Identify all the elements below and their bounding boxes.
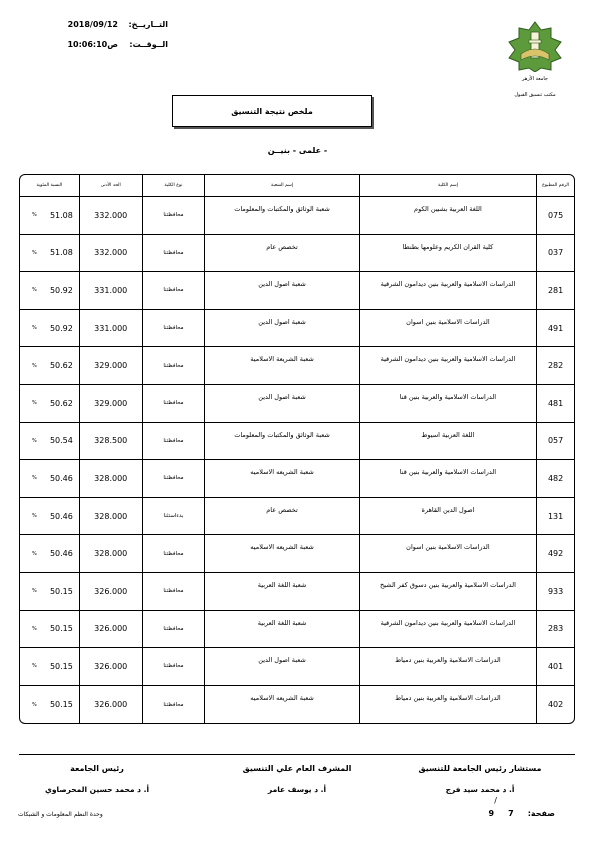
cell-code: 401 [536,648,574,685]
report-subtitle: - علمى - بنيــن [267,146,328,155]
cell-min: 332.000 [79,197,142,234]
university-logo-icon [505,20,565,72]
table-row [20,460,574,498]
table-row [20,498,574,536]
cell-pct [20,272,79,309]
cell-type: محافظتنا [142,235,205,272]
cell-branch: شعبة الشريعه الاسلاميه [204,460,358,497]
col-college: إسم الكلية [359,175,536,196]
cell-pct [20,197,79,234]
page-current: 7 [508,809,514,818]
pct-sign: % [32,400,37,407]
cell-college: اصول الدين القاهرة [359,498,536,535]
cell-branch: شعبة الشريعة الاسلامية [204,347,358,384]
pct-value: 50.15 [49,586,73,596]
office-name: مكتب تنسيق القبول [514,92,556,98]
pct-sign: % [32,212,37,219]
cell-college: الدراسات الاسلامية والعربية بنين دمياط [359,648,536,685]
cell-type: محافظتنا [142,310,205,347]
table-body [20,197,574,723]
cell-type: محافظتنا [142,272,205,309]
signature-advisor [405,764,555,794]
cell-college: الدراسات الاسلامية والعربية بنين ديدامون الشرقية [359,272,536,309]
cell-branch: شعبة اصول الدين [204,272,358,309]
cell-branch: شعبة اللغة العربية [204,573,358,610]
cell-pct [20,235,79,272]
pct-value: 50.92 [49,323,73,333]
pct-value: 51.08 [49,210,73,220]
cell-pct [20,460,79,497]
pct-sign: % [32,550,37,557]
pct-sign: % [32,701,37,708]
cell-min: 326.000 [79,648,142,685]
page-number [488,796,555,818]
cell-branch: شعبة الشريعه الاسلاميه [204,535,358,572]
footer-divider [19,754,575,755]
col-type: نوع الكلية [142,175,205,196]
cell-pct [20,648,79,685]
cell-type: محافظتنا [142,197,205,234]
cell-min: 329.000 [79,347,142,384]
col-pct: النسبة المئوية [36,183,63,188]
cell-college: الدراسات الاسلامية بنين اسوان [359,535,536,572]
cell-code: 057 [536,423,574,460]
table-row [20,648,574,686]
cell-college: الدراسات الاسلامية والعربية بنين دسوق كفر الشيخ [359,573,536,610]
cell-type: بدءاستثنا [142,498,205,535]
results-table [19,174,575,724]
cell-type: محافظتنا [142,573,205,610]
page-total: 9 [488,809,495,818]
cell-type: محافظتنا [142,385,205,422]
pct-value: 50.92 [49,285,73,295]
cell-code: 281 [536,272,574,309]
cell-min: 331.000 [79,272,142,309]
pct-sign: % [32,437,37,444]
table-row [20,573,574,611]
cell-pct [20,573,79,610]
time-value: ص10:06:10 [67,39,118,49]
cell-branch: شعبة اللغة العربية [204,611,358,648]
president-title: رئيس الجامعة [70,764,124,773]
pct-value: 50.54 [49,436,73,446]
cell-pct [20,686,79,724]
cell-min: 326.000 [79,573,142,610]
supervisor-name: أ. د يوسف عامر [267,785,327,794]
cell-college: الدراسات الاسلامية والعربية بنين ديدامون الشرقية [359,347,536,384]
advisor-title: مستشار رئيس الجامعة للتنسيق [418,764,542,773]
cell-college: الدراسات الاسلامية والعربية بنين ديدامون الشرقية [359,611,536,648]
table-row [20,347,574,385]
pct-sign: % [32,475,37,482]
cell-college: الدراسات الاسلامية والعربية بنين قنا [359,460,536,497]
cell-min: 328.500 [79,423,142,460]
cell-branch: شعبة الشريعه الاسلاميه [204,686,358,724]
cell-college: الدراسات الاسلامية بنين اسوان [359,310,536,347]
cell-pct [20,347,79,384]
table-row [20,535,574,573]
cell-branch: شعبة الوثائق والمكتبات والمعلومات [204,423,358,460]
cell-code: 131 [536,498,574,535]
pct-sign: % [32,625,37,632]
page-slash: / [494,796,497,805]
cell-code: 402 [536,686,574,724]
pct-value: 51.08 [49,248,73,258]
table-row [20,423,574,461]
supervisor-title: المشرف العام علي التنسيق [242,764,352,773]
table-row [20,197,574,235]
cell-code: 491 [536,310,574,347]
pct-value: 50.15 [49,661,73,671]
col-code: الرقم المطبوع [536,175,574,196]
cell-pct [20,423,79,460]
signature-supervisor [222,764,372,794]
cell-min: 328.000 [79,498,142,535]
cell-pct [20,498,79,535]
cell-code: 282 [536,347,574,384]
cell-type: محافظتنا [142,423,205,460]
page-label: صفحة: [527,809,555,818]
cell-code: 492 [536,535,574,572]
pct-value: 50.62 [49,361,73,371]
cell-branch: شعبة اصول الدين [204,648,358,685]
cell-code: 482 [536,460,574,497]
university-name: جامعة الأزهر [521,76,549,82]
cell-min: 326.000 [79,611,142,648]
cell-min: 329.000 [79,385,142,422]
signature-president [22,764,172,794]
cell-type: محافظتنا [142,648,205,685]
cell-college: كلية القران الكريم وعلومها بطنطا [359,235,536,272]
cell-type: محافظتنا [142,535,205,572]
col-branch: إسم الشعبة [204,175,358,196]
cell-code: 075 [536,197,574,234]
cell-type: محافظتنا [142,686,205,724]
pct-value: 50.46 [49,511,73,521]
table-row [20,235,574,273]
table-row [20,686,574,724]
cell-code: 283 [536,611,574,648]
cell-college: اللغة العربية اسيوط [359,423,536,460]
pct-value: 50.46 [49,549,73,559]
unit-name: وحدة النظم المعلومات و الشبكات [18,811,103,818]
cell-pct [20,611,79,648]
table-header [20,175,574,197]
cell-pct [20,535,79,572]
cell-min: 328.000 [79,460,142,497]
report-title: ملخص نتيجة التنسيق [172,95,372,127]
col-min: الحد الأدنى [79,175,142,196]
pct-sign: % [32,325,37,332]
cell-min: 332.000 [79,235,142,272]
table-row [20,310,574,348]
cell-min: 328.000 [79,535,142,572]
pct-sign: % [32,362,37,369]
president-name: أ. د محمد حسين المحرصاوي [44,785,150,794]
time-label: الــوقــت: [129,39,168,49]
date-value: 2018/09/12 [67,19,118,29]
cell-min: 326.000 [79,686,142,724]
cell-branch: تخصص عام [204,498,358,535]
pct-value: 50.62 [49,398,73,408]
cell-branch: شعبة اصول الدين [204,385,358,422]
pct-value: 50.15 [49,624,73,634]
cell-branch: تخصص عام [204,235,358,272]
pct-sign: % [32,287,37,294]
cell-college: الدراسات الاسلامية والعربية بنين قنا [359,385,536,422]
date-label: التــاريــخ: [128,19,168,29]
cell-code: 933 [536,573,574,610]
cell-pct [20,310,79,347]
advisor-name: أ. د محمد سيد فرج [445,785,515,794]
pct-sign: % [32,249,37,256]
cell-college: الدراسات الاسلامية والعربية بنين دمياط [359,686,536,724]
pct-sign: % [32,663,37,670]
table-row [20,272,574,310]
cell-branch: شعبة اصول الدين [204,310,358,347]
table-row [20,611,574,649]
pct-sign: % [32,588,37,595]
meta-block [48,14,168,54]
cell-type: محافظتنا [142,347,205,384]
cell-code: 037 [536,235,574,272]
pct-value: 50.46 [49,473,73,483]
cell-min: 331.000 [79,310,142,347]
pct-value: 50.15 [49,700,73,710]
cell-type: محافظتنا [142,460,205,497]
cell-type: محافظتنا [142,611,205,648]
table-row [20,385,574,423]
pct-sign: % [32,513,37,520]
cell-college: اللغة العربية بشبين الكوم [359,197,536,234]
cell-pct [20,385,79,422]
cell-code: 481 [536,385,574,422]
cell-branch: شعبة الوثائق والمكتبات والمعلومات [204,197,358,234]
